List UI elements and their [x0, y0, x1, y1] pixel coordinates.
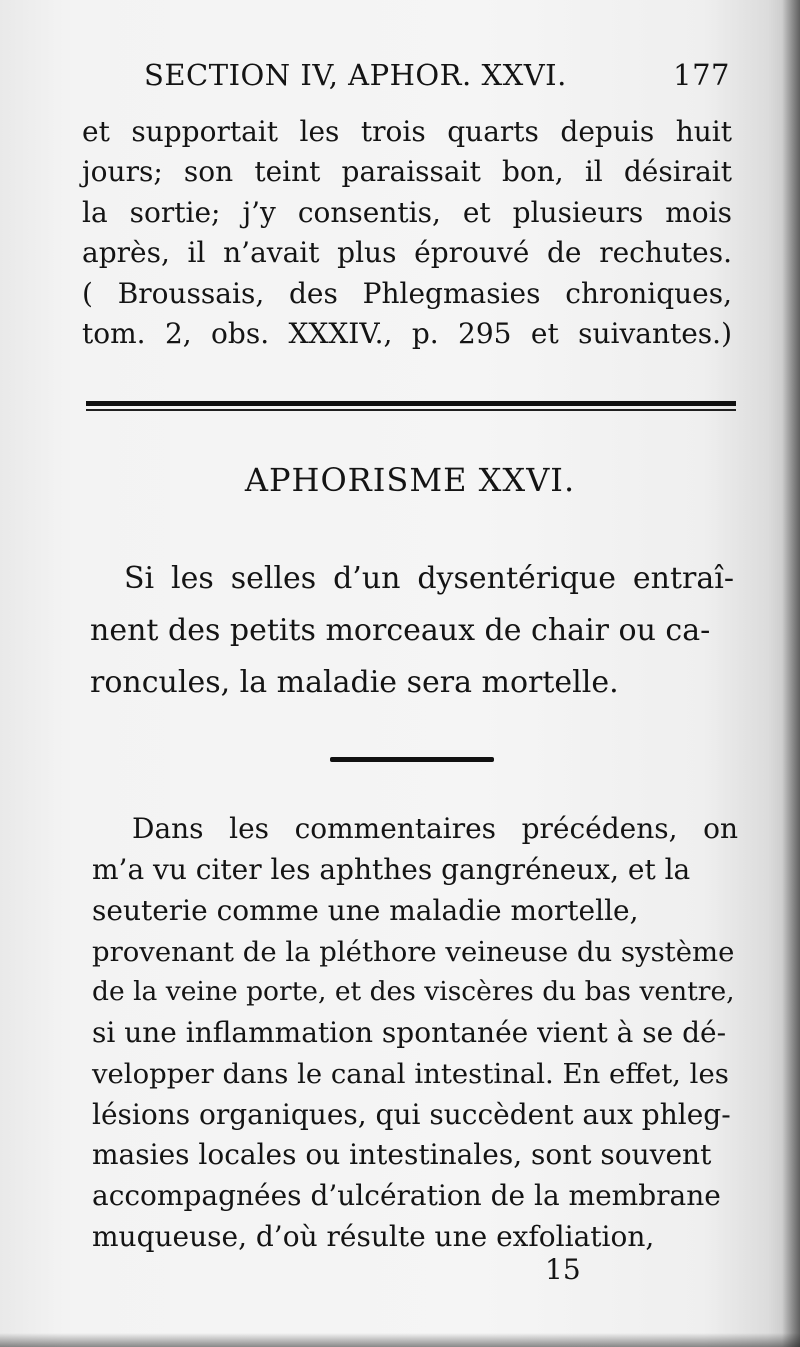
text-line: roncules, la maladie sera mortelle. [90, 665, 619, 700]
running-title: SECTION IV, APHOR. XXVI. [144, 58, 567, 92]
divider-thick-line [86, 401, 736, 406]
text-line: nent des petits morceaux de chair ou ca- [90, 613, 711, 648]
running-head [144, 58, 734, 98]
text-line: la sortie; j’y consentis, et plusieurs mois [82, 196, 732, 229]
text-line: tom. 2, obs. XXXIV., p. 295 et suivantes.) [82, 317, 732, 350]
text-line: seuterie comme une maladie mortelle, [92, 894, 639, 927]
text-line: ( Broussais, des Phlegmasies chroniques, [82, 277, 732, 310]
page-number: 177 [673, 58, 730, 92]
text-line: velopper dans le canal intestinal. En effet, les [92, 1058, 729, 1090]
signature-mark: 15 [545, 1253, 581, 1286]
text-line: et supportait les trois quarts depuis huit [82, 115, 732, 148]
text-line: m’a vu citer les aphthes gangréneux, et la [92, 853, 691, 886]
text-line: masies locales ou intestinales, sont souvent [92, 1138, 712, 1171]
text-line: Si les selles d’un dysentérique entraî- [124, 561, 734, 596]
page-bottom-shadow [0, 1333, 800, 1347]
text-line: de la veine porte, et des viscères du bas ventre, [92, 976, 735, 1007]
short-divider [330, 757, 494, 762]
text-line: provenant de la pléthore veineuse du système [92, 936, 735, 968]
aphorism-heading: APHORISME XXVI. [244, 461, 576, 499]
text-line: après, il n’avait plus éprouvé de rechutes. [82, 236, 732, 269]
text-line: accompagnées d’ulcération de la membrane [92, 1179, 721, 1212]
text-line: si une inflammation spontanée vient à se dé- [92, 1016, 727, 1049]
text-line: jours; son teint paraissait bon, il désirait [82, 155, 732, 188]
text-line: muqueuse, d’où résulte une exfoliation, [92, 1220, 655, 1253]
text-line: lésions organiques, qui succèdent aux phleg- [92, 1098, 731, 1131]
divider-thin-line [86, 409, 736, 411]
section-divider [86, 401, 736, 413]
text-line: Dans les commentaires précédens, on [132, 812, 738, 845]
page-edge-shadow [782, 0, 800, 1347]
